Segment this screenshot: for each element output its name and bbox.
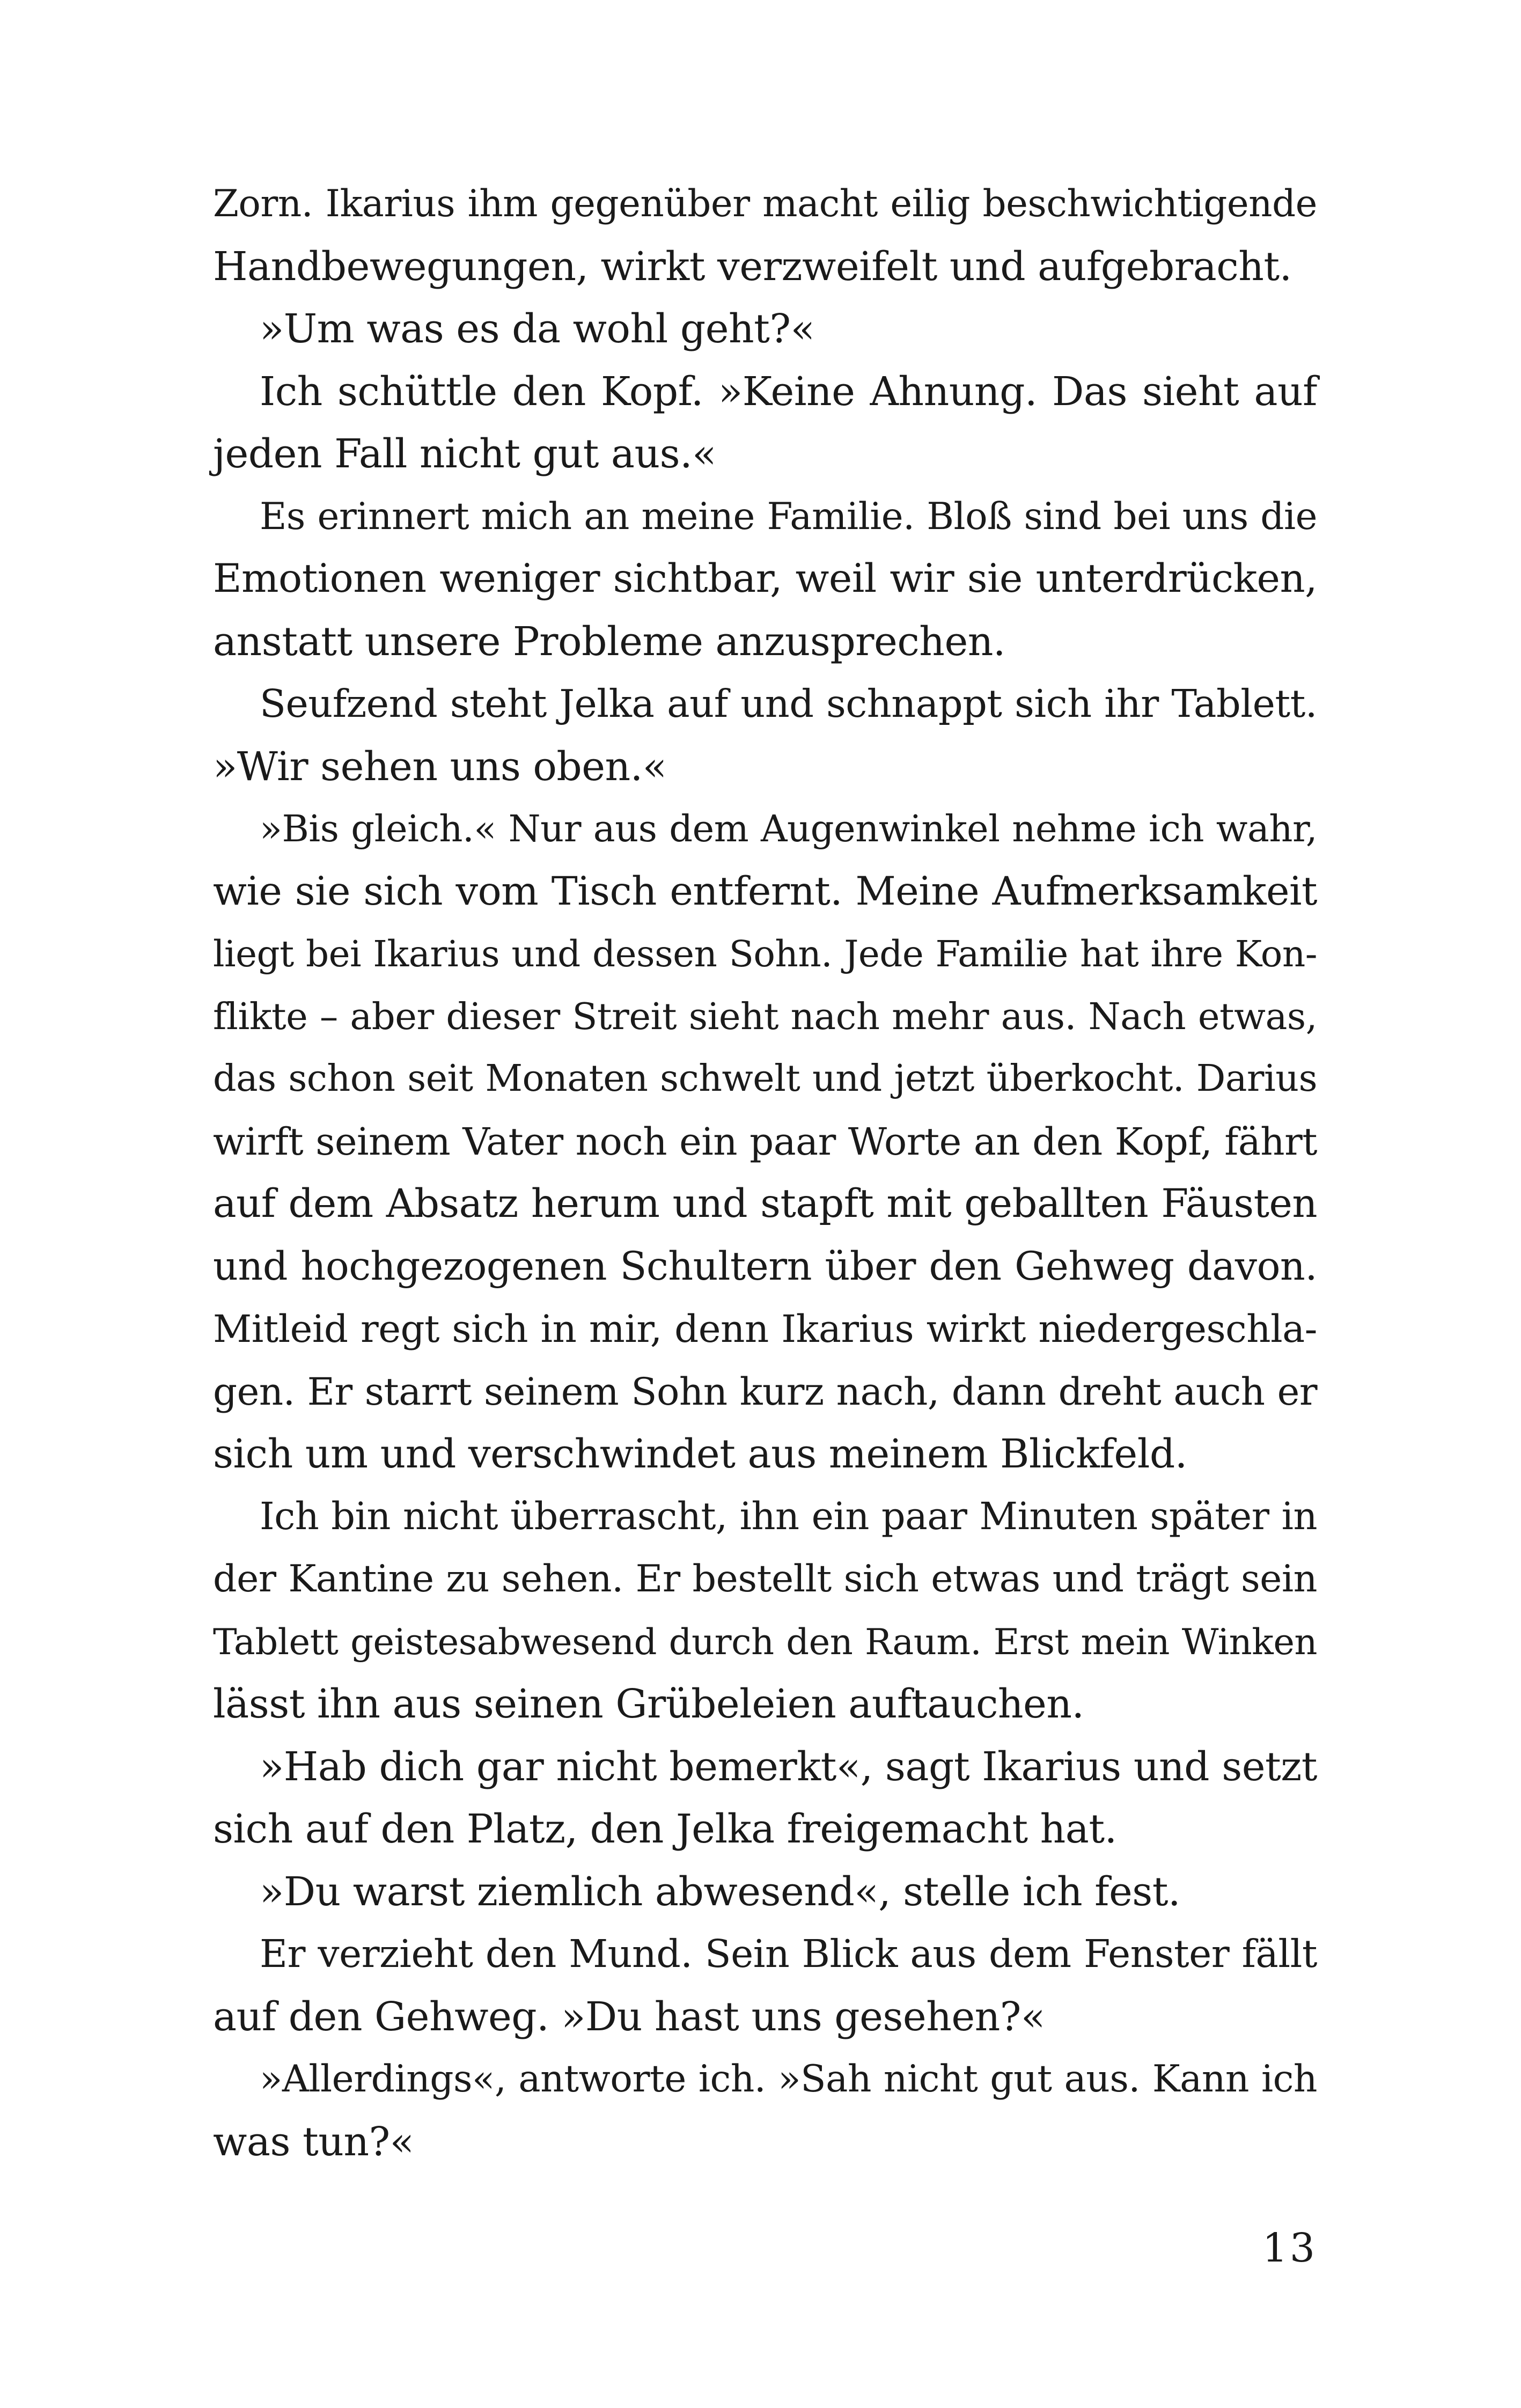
text-line: das schon seit Monaten schwelt und jetzt überkocht. Darius bbox=[213, 1058, 1317, 1100]
text-line: anstatt unsere Probleme anzusprechen. bbox=[213, 618, 1005, 665]
text-line: Ich schüttle den Kopf. »Keine Ahnung. Das sieht auf bbox=[260, 368, 1317, 415]
text-line: Emotionen weniger sichtbar, weil wir sie unterdrücken, bbox=[213, 556, 1317, 601]
body-text bbox=[213, 173, 1317, 2173]
page-number: 13 bbox=[1262, 2225, 1317, 2271]
text-line: Ich bin nicht überrascht, ihn ein paar Minuten später in bbox=[260, 1494, 1317, 1538]
text-line: liegt bei Ikarius und dessen Sohn. Jede Familie hat ihre Kon- bbox=[213, 933, 1317, 975]
text-line: Seufzend steht Jelka auf und schnappt sich ihr Tablett. bbox=[260, 681, 1317, 726]
text-line: Er verzieht den Mund. Sein Blick aus dem Fenster fällt bbox=[260, 1932, 1317, 1976]
text-line: sich auf den Platz, den Jelka freigemacht hat. bbox=[213, 1806, 1117, 1852]
text-line: »Um was es da wohl geht?« bbox=[260, 306, 815, 352]
text-line: Zorn. Ikarius ihm gegenüber macht eilig beschwichtigende bbox=[213, 182, 1317, 225]
text-line: sich um und verschwindet aus meinem Blickfeld. bbox=[213, 1431, 1187, 1477]
text-line: gen. Er starrt seinem Sohn kurz nach, dann dreht auch er bbox=[213, 1369, 1317, 1414]
text-line: »Hab dich gar nicht bemerkt«, sagt Ikarius und setzt bbox=[260, 1743, 1317, 1790]
text-line: der Kantine zu sehen. Er bestellt sich etwas und trägt sein bbox=[213, 1557, 1317, 1601]
text-line: Mitleid regt sich in mir, denn Ikarius wirkt niedergeschla- bbox=[213, 1307, 1317, 1351]
text-line: »Bis gleich.« Nur aus dem Augenwinkel nehme ich wahr, bbox=[260, 807, 1317, 850]
text-line: und hochgezogenen Schultern über den Gehweg davon. bbox=[213, 1243, 1317, 1289]
text-line: wirft seinem Vater noch ein paar Worte an den Kopf, fährt bbox=[213, 1119, 1317, 1164]
text-line: flikte – aber dieser Streit sieht nach mehr aus. Nach etwas, bbox=[213, 995, 1317, 1038]
text-line: auf dem Absatz herum und stapft mit geballten Fäusten bbox=[213, 1181, 1317, 1227]
text-line: Handbewegungen, wirkt verzweifelt und aufgebracht. bbox=[213, 243, 1292, 290]
text-line: jeden Fall nicht gut aus.« bbox=[213, 431, 716, 477]
text-line: wie sie sich vom Tisch entfernt. Meine Aufmerksamkeit bbox=[213, 868, 1317, 914]
text-line: was tun?« bbox=[213, 2118, 414, 2165]
text-line: auf den Gehweg. »Du hast uns gesehen?« bbox=[213, 1993, 1045, 2040]
text-line: Es erinnert mich an meine Familie. Bloß sind bei uns die bbox=[260, 495, 1317, 538]
text-line: »Du warst ziemlich abwesend«, stelle ich fest. bbox=[260, 1868, 1181, 1915]
text-line: »Wir sehen uns oben.« bbox=[213, 743, 667, 790]
text-line: Tablett geistesabwesend durch den Raum. Erst mein Winken bbox=[213, 1620, 1317, 1663]
text-line: »Allerdings«, antworte ich. »Sah nicht gut aus. Kann ich bbox=[260, 2058, 1317, 2101]
text-line: lässt ihn aus seinen Grübeleien auftauchen. bbox=[213, 1681, 1084, 1727]
